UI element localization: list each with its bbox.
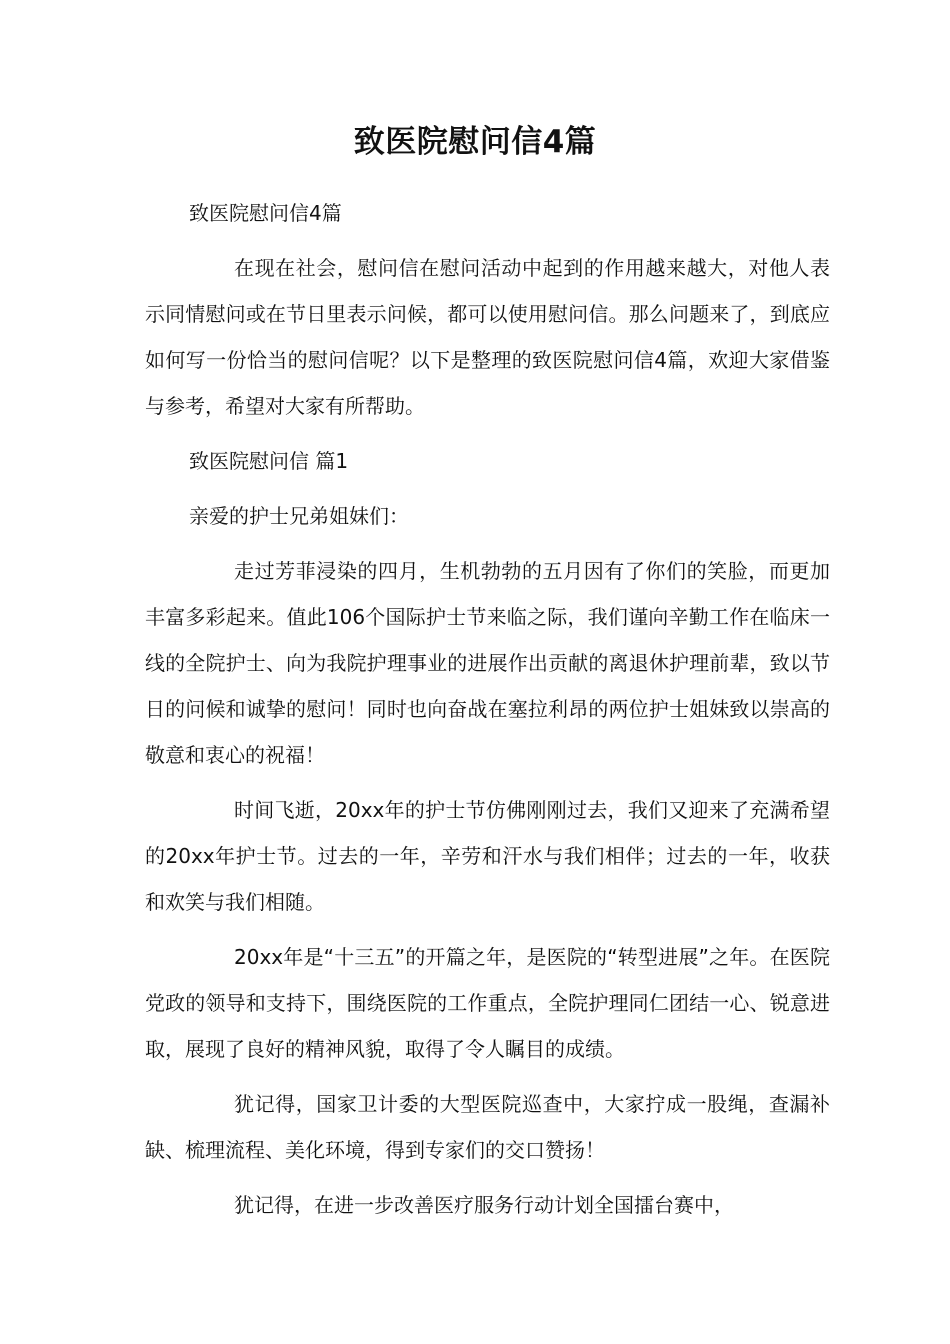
body-paragraph: 犹记得，国家卫计委的大型医院巡查中，大家拧成一股绳，查漏补缺、梳理流程、美化环境，得到专家们的交口赞扬！ <box>145 1092 830 1162</box>
section-heading: 致医院慰问信 篇1 <box>189 449 349 473</box>
document-body <box>145 190 830 1228</box>
body-paragraph: 20xx年是“十三五”的开篇之年，是医院的“转型进展”之年。在医院党政的领导和支持下，围绕医院的工作重点，全院护理同仁团结一心、锐意进取，展现了良好的精神风貌，取得了令人瞩目的成绩。 <box>145 945 830 1061</box>
subtitle-paragraph: 致医院慰问信4篇 <box>189 201 342 225</box>
intro-paragraph: 在现在社会，慰问信在慰问活动中起到的作用越来越大，对他人表示同情慰问或在节日里表示问候，都可以使用慰问信。那么问题来了，到底应如何写一份恰当的慰问信呢？以下是整理的致医院慰问信4篇，欢迎大家借鉴与参考，希望对大家有所帮助。 <box>145 256 830 418</box>
body-paragraph: 犹记得，在进一步改善医疗服务行动计划全国擂台赛中， <box>234 1193 734 1217</box>
body-paragraph: 走过芳菲浸染的四月，生机勃勃的五月因有了你们的笑脸，而更加丰富多彩起来。值此106个国际护士节来临之际，我们谨向辛勤工作在临床一线的全院护士、向为我院护理事业的进展作出贡献的离退休护理前辈，致以节日的问候和诚挚的慰问！同时也向奋战在塞拉利昂的两位护士姐妹致以崇高的敬意和衷心的祝福！ <box>145 559 830 767</box>
body-paragraph: 时间飞逝，20xx年的护士节仿佛刚刚过去，我们又迎来了充满希望的20xx年护士节。过去的一年，辛劳和汗水与我们相伴；过去的一年，收获和欢笑与我们相随。 <box>145 798 830 914</box>
salutation: 亲爱的护士兄弟姐妹们： <box>189 504 409 528</box>
document-title: 致医院慰问信4篇 <box>353 124 597 160</box>
